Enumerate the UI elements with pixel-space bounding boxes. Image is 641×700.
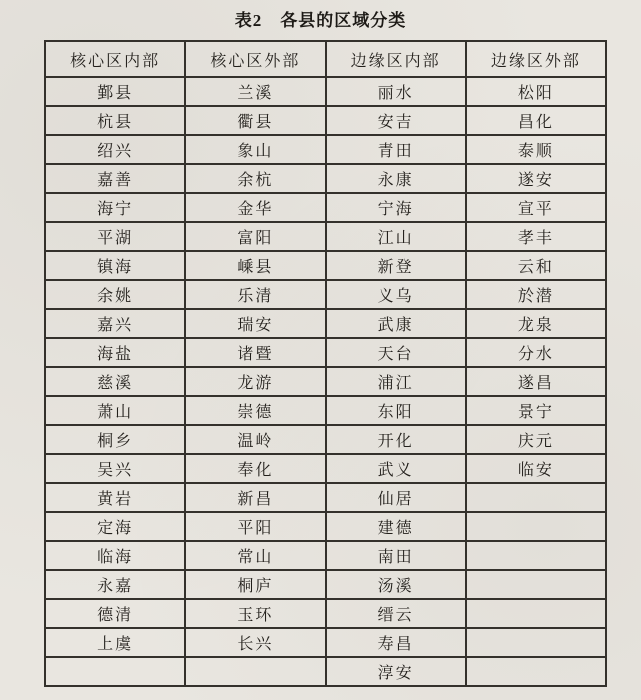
header-row [45,41,606,77]
county-cell: 乐清 [185,280,325,309]
county-cell: 龙泉 [466,309,606,338]
county-cell: 松阳 [466,77,606,106]
county-cell: 义乌 [326,280,466,309]
county-cell [185,657,325,686]
county-cell [466,657,606,686]
county-cell: 永嘉 [45,570,185,599]
region-classification-table [44,40,607,687]
county-cell: 崇德 [185,396,325,425]
table-row [45,570,606,599]
county-cell: 萧山 [45,396,185,425]
county-cell [466,628,606,657]
table-row [45,657,606,686]
county-cell: 泰顺 [466,135,606,164]
column-header: 边缘区内部 [326,41,466,77]
county-cell: 兰溪 [185,77,325,106]
county-cell: 永康 [326,164,466,193]
table-body [45,77,606,686]
table-title: 表2 各县的区域分类 [234,11,407,30]
column-header: 边缘区外部 [466,41,606,77]
county-cell: 余杭 [185,164,325,193]
table-row [45,309,606,338]
table-row [45,135,606,164]
county-cell: 鄞县 [45,77,185,106]
county-cell: 遂安 [466,164,606,193]
table-row [45,628,606,657]
county-cell: 慈溪 [45,367,185,396]
county-cell: 南田 [326,541,466,570]
county-cell: 宣平 [466,193,606,222]
county-cell [466,483,606,512]
table-row [45,512,606,541]
county-cell: 浦江 [326,367,466,396]
county-cell: 诸暨 [185,338,325,367]
table-row [45,541,606,570]
county-cell: 昌化 [466,106,606,135]
county-cell: 宁海 [326,193,466,222]
county-cell: 开化 [326,425,466,454]
county-cell: 寿昌 [326,628,466,657]
county-cell: 江山 [326,222,466,251]
table-header [45,41,606,77]
county-cell: 龙游 [185,367,325,396]
county-cell: 绍兴 [45,135,185,164]
county-cell: 青田 [326,135,466,164]
column-header: 核心区外部 [185,41,325,77]
county-cell: 奉化 [185,454,325,483]
county-cell: 海宁 [45,193,185,222]
table-row [45,193,606,222]
county-cell: 孝丰 [466,222,606,251]
county-cell: 上虞 [45,628,185,657]
table-row [45,425,606,454]
county-cell: 德清 [45,599,185,628]
county-cell: 余姚 [45,280,185,309]
county-cell: 镇海 [45,251,185,280]
county-cell [466,512,606,541]
county-cell [466,599,606,628]
county-cell: 安吉 [326,106,466,135]
county-cell: 新昌 [185,483,325,512]
county-cell: 嵊县 [185,251,325,280]
table-row [45,222,606,251]
county-cell: 新登 [326,251,466,280]
county-cell: 天台 [326,338,466,367]
county-cell: 象山 [185,135,325,164]
county-cell: 富阳 [185,222,325,251]
county-cell: 武康 [326,309,466,338]
county-cell [466,570,606,599]
county-cell: 遂昌 [466,367,606,396]
table-row [45,338,606,367]
county-cell: 临安 [466,454,606,483]
county-cell: 丽水 [326,77,466,106]
column-header: 核心区内部 [45,41,185,77]
table-row [45,164,606,193]
county-cell: 嘉兴 [45,309,185,338]
county-cell: 桐乡 [45,425,185,454]
county-cell [45,657,185,686]
county-cell: 常山 [185,541,325,570]
county-cell: 海盐 [45,338,185,367]
table-row [45,483,606,512]
county-cell: 瑞安 [185,309,325,338]
table-row [45,396,606,425]
county-cell: 汤溪 [326,570,466,599]
table-row [45,280,606,309]
table-row [45,367,606,396]
county-cell: 临海 [45,541,185,570]
table-row [45,106,606,135]
county-cell: 吴兴 [45,454,185,483]
county-cell: 平湖 [45,222,185,251]
county-cell: 平阳 [185,512,325,541]
county-cell: 庆元 [466,425,606,454]
table-row [45,454,606,483]
county-cell: 武义 [326,454,466,483]
county-cell: 黄岩 [45,483,185,512]
county-cell [466,541,606,570]
county-cell: 玉环 [185,599,325,628]
county-cell: 金华 [185,193,325,222]
county-cell: 於潜 [466,280,606,309]
county-cell: 长兴 [185,628,325,657]
county-cell: 淳安 [326,657,466,686]
county-cell: 杭县 [45,106,185,135]
county-cell: 衢县 [185,106,325,135]
table-row [45,77,606,106]
county-cell: 桐庐 [185,570,325,599]
county-cell: 东阳 [326,396,466,425]
county-cell: 建德 [326,512,466,541]
county-cell: 仙居 [326,483,466,512]
county-cell: 温岭 [185,425,325,454]
county-cell: 缙云 [326,599,466,628]
county-cell: 云和 [466,251,606,280]
table-row [45,599,606,628]
county-cell: 景宁 [466,396,606,425]
county-cell: 定海 [45,512,185,541]
county-cell: 分水 [466,338,606,367]
county-cell: 嘉善 [45,164,185,193]
table-row [45,251,606,280]
